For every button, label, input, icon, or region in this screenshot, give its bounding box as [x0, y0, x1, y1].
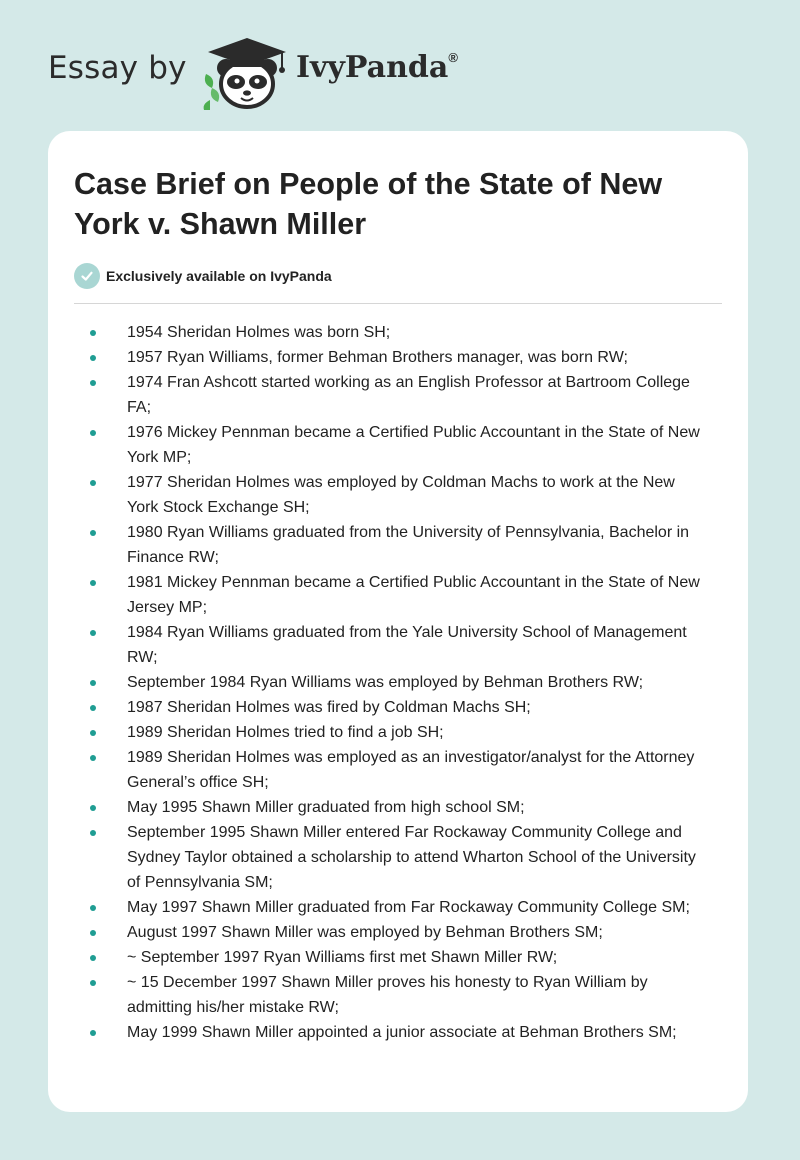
list-item — [90, 520, 710, 570]
bullet-icon — [90, 630, 96, 636]
divider — [74, 303, 722, 304]
list-item-text: ~ September 1997 Ryan Williams first met Shawn Miller RW; — [127, 949, 558, 966]
list-item — [90, 320, 710, 345]
badge-label: Exclusively available on IvyPanda — [106, 268, 332, 284]
list-item — [90, 620, 710, 670]
list-item-text: May 1995 Shawn Miller graduated from high school SM; — [127, 799, 525, 816]
bullet-icon — [90, 355, 96, 361]
list-item — [90, 1020, 710, 1045]
list-item-text: May 1999 Shawn Miller appointed a junior associate at Behman Brothers SM; — [127, 1024, 677, 1041]
list-item — [90, 345, 710, 370]
list-item — [90, 970, 710, 1020]
page-title: Case Brief on People of the State of New York v. Shawn Miller — [74, 167, 663, 241]
list-item-text: 1980 Ryan Williams graduated from the University of Pennsylvania, Bachelor in Finance RW; — [127, 524, 690, 566]
bullet-icon — [90, 330, 96, 336]
list-item-text: 1957 Ryan Williams, former Behman Brothers manager, was born RW; — [127, 349, 628, 366]
list-item-text: September 1995 Shawn Miller entered Far Rockaway Community College and Sydney Taylor obtained a scholarship to attend Wharton School of the University of Pennsylvania SM; — [127, 824, 696, 891]
brand-name[interactable] — [296, 50, 458, 85]
site-header — [0, 0, 800, 120]
bullet-icon — [90, 1030, 96, 1036]
list-item-text: 1984 Ryan Williams graduated from the Yale University School of Management RW; — [127, 624, 687, 666]
list-item-text: 1989 Sheridan Holmes was employed as an investigator/analyst for the Attorney General’s office SH; — [127, 749, 695, 791]
list-item — [90, 745, 710, 795]
exclusive-badge — [74, 263, 332, 289]
list-item-text: August 1997 Shawn Miller was employed by Behman Brothers SM; — [127, 924, 603, 941]
bullet-icon — [90, 755, 96, 761]
list-item — [90, 720, 710, 745]
checkmark-icon — [74, 263, 100, 289]
list-item-text: September 1984 Ryan Williams was employed by Behman Brothers RW; — [127, 674, 644, 691]
list-item-text: 1989 Sheridan Holmes tried to find a job SH; — [127, 724, 444, 741]
list-item — [90, 670, 710, 695]
list-item — [90, 945, 710, 970]
bullet-icon — [90, 980, 96, 986]
document-card — [48, 131, 748, 1112]
bullet-icon — [90, 730, 96, 736]
bullet-icon — [90, 680, 96, 686]
list-item-text: ~ 15 December 1997 Shawn Miller proves his honesty to Ryan William by admitting his/her mistake RW; — [127, 974, 648, 1016]
bullet-icon — [90, 805, 96, 811]
list-item — [90, 370, 710, 420]
brand-prefix: Essay by — [48, 50, 187, 86]
panda-logo-icon[interactable] — [200, 34, 294, 110]
bullet-icon — [90, 430, 96, 436]
list-item — [90, 920, 710, 945]
bullet-icon — [90, 530, 96, 536]
list-item — [90, 570, 710, 620]
list-item-text: 1974 Fran Ashcott started working as an English Professor at Bartroom College FA; — [127, 374, 690, 416]
list-item — [90, 820, 710, 895]
list-item-text: 1976 Mickey Pennman became a Certified Public Accountant in the State of New York MP; — [127, 424, 700, 466]
bullet-icon — [90, 380, 96, 386]
list-item-text: 1981 Mickey Pennman became a Certified Public Accountant in the State of New Jersey MP; — [127, 574, 700, 616]
bullet-icon — [90, 580, 96, 586]
list-item-text: May 1997 Shawn Miller graduated from Far Rockaway Community College SM; — [127, 899, 690, 916]
bullet-icon — [90, 705, 96, 711]
list-item-text: 1977 Sheridan Holmes was employed by Coldman Machs to work at the New York Stock Exchange SH; — [127, 474, 675, 516]
registered-mark: ® — [448, 50, 458, 65]
list-item — [90, 420, 710, 470]
bullet-icon — [90, 930, 96, 936]
list-item-text: 1954 Sheridan Holmes was born SH; — [127, 324, 391, 341]
list-item — [90, 895, 710, 920]
bullet-icon — [90, 480, 96, 486]
bullet-icon — [90, 905, 96, 911]
list-item — [90, 795, 710, 820]
timeline-list — [90, 320, 710, 1045]
list-item — [90, 695, 710, 720]
list-item — [90, 470, 710, 520]
list-item-text: 1987 Sheridan Holmes was fired by Coldman Machs SH; — [127, 699, 531, 716]
bullet-icon — [90, 955, 96, 961]
brand-name-text: IvyPanda — [296, 50, 449, 85]
bullet-icon — [90, 830, 96, 836]
